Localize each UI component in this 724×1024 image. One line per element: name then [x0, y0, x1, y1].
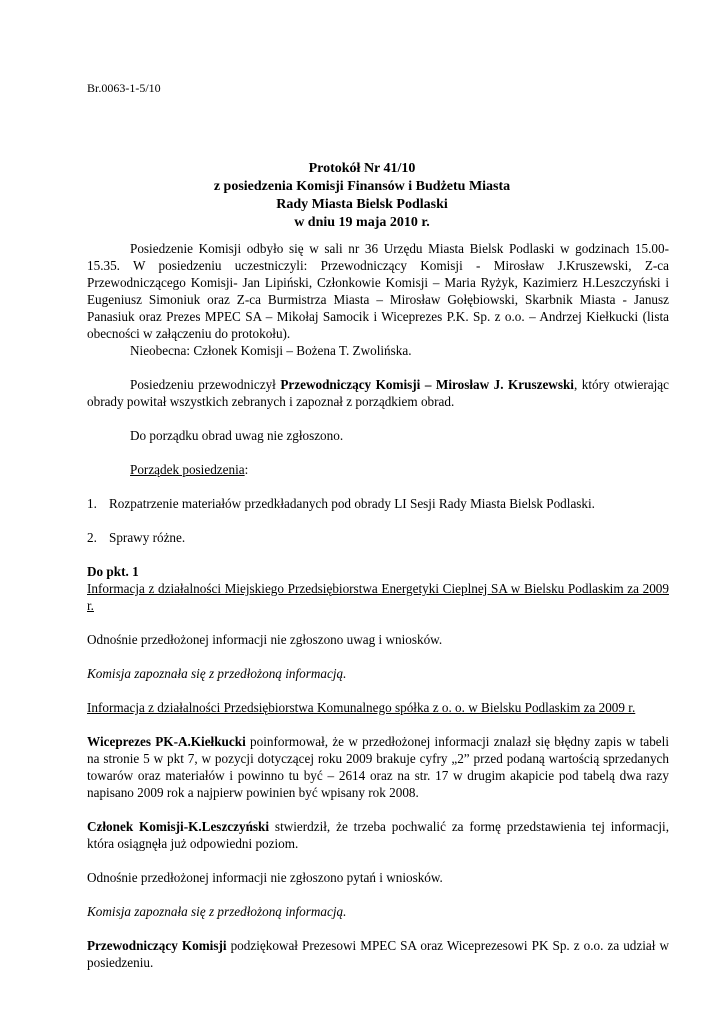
agenda-heading-colon: :: [244, 462, 249, 477]
agenda-item-text: Sprawy różne.: [109, 530, 186, 545]
member-text: stwierdził, że trzeba pochwalić za formę przedstawienia tej informacji, która osiągnęła już odpowiedni poziom.: [87, 819, 669, 851]
agenda-item-number: 1.: [87, 496, 97, 511]
info-pk-conclusion: Komisja zapoznała się z przedłożoną informacją.: [87, 904, 347, 919]
title-line-3: Rady Miasta Bielsk Podlaski: [276, 197, 448, 212]
title-line-1: Protokół Nr 41/10: [308, 161, 416, 176]
vice-president-text: poinformował, że w przedłożonej informacji znalazł się błędny zapis w tabeli na stronie 5 w pkt 7, w pozycji dotyczącej roku 2009 brakuje cyfry „2” przed podaną wartością sprzedanych towarów oraz materiałów i powinno tu być – 2614 oraz na str. 17 w drugim akapicie pod tabelą dwa razy napisano 2009 rok a najpierw powinien być wpisany rok 2008.: [87, 734, 669, 800]
agenda-item-text: Rozpatrzenie materiałów przedkładanych pod obrady LI Sesji Rady Miasta Bielsk Podlaski.: [109, 496, 595, 511]
member-paragraph: [87, 818, 669, 852]
chair-name: Przewodniczący Komisji – Mirosław J. Kruszewski: [280, 377, 574, 392]
closing-paragraph: [87, 937, 669, 971]
member-name: Członek Komisji-K.Leszczyński: [87, 819, 270, 834]
absence-paragraph: Nieobecna: Członek Komisji – Bożena T. Zwolińska.: [130, 343, 412, 358]
title-line-4: w dniu 19 maja 2010 r.: [294, 215, 430, 230]
info-mpec-note: Odnośnie przedłożonej informacji nie zgłoszono uwag i wniosków.: [87, 632, 443, 647]
info-pk-note: Odnośnie przedłożonej informacji nie zgłoszono pytań i wniosków.: [87, 870, 443, 885]
document-title: [0, 160, 724, 232]
agenda-item: [87, 495, 669, 512]
info-mpec-heading: Informacja z działalności Miejskiego Przedsiębiorstwa Energetyki Cieplnej SA w Bielsku Podlaskim za 2009 r.: [87, 581, 669, 613]
closing-chair-name: Przewodniczący Komisji: [87, 938, 227, 953]
document-reference: Br.0063-1-5/10: [87, 81, 161, 95]
attendance-paragraph: Posiedzenie Komisji odbyło się w sali nr 36 Urzędu Miasta Bielsk Podlaski w godzinach 15.00-15.35. W posiedzeniu uczestniczyli: Przewodniczący Komisji - Mirosław J.Kruszewski, Z-ca Przewodniczącego Komisji- Jan Lipiński, Członkowie Komisji – Maria Ryżyk, Kazimierz H.Leszczyński i Eugeniusz Simoniuk oraz Z-ca Burmistrza Miasta – Mirosław Gołębiowski, Skarbnik Miasta - Janusz Panasiuk oraz Prezes MPEC SA – Mikołaj Samocik i Wiceprezes P.K. Sp. z o.o. – Andrzej Kiełkucki (lista obecności w załączeniu do protokołu).: [87, 241, 669, 341]
agenda-item: [87, 529, 669, 546]
title-line-2: z posiedzenia Komisji Finansów i Budżetu Miasta: [213, 179, 511, 194]
agenda-heading-text: Porządek posiedzenia: [130, 462, 245, 477]
info-mpec-conclusion: Komisja zapoznała się z przedłożoną informacją.: [87, 666, 347, 681]
chair-paragraph: [87, 376, 669, 410]
vice-president-name: Wiceprezes PK-A.Kiełkucki: [87, 734, 246, 749]
chair-intro: Posiedzeniu przewodniczył: [130, 377, 281, 392]
vice-president-paragraph: [87, 733, 669, 801]
agenda-item-number: 2.: [87, 530, 97, 545]
agenda-heading: [87, 461, 669, 478]
closing-text: podziękował Prezesowi MPEC SA oraz Wiceprezesowi PK Sp. z o.o. za udział w posiedzeniu.: [87, 938, 669, 970]
no-remarks-paragraph: Do porządku obrad uwag nie zgłoszono.: [130, 428, 344, 443]
document-body: [87, 240, 669, 971]
section-heading-pkt1: Do pkt. 1: [87, 564, 139, 579]
chair-rest: , który otwierając obrady powitał wszystkich zebranych i zapoznał z porządkiem obrad.: [87, 377, 669, 409]
info-pk-heading: Informacja z działalności Przedsiębiorstwa Komunalnego spółka z o. o. w Bielsku Podlaskim za 2009 r.: [87, 700, 636, 715]
